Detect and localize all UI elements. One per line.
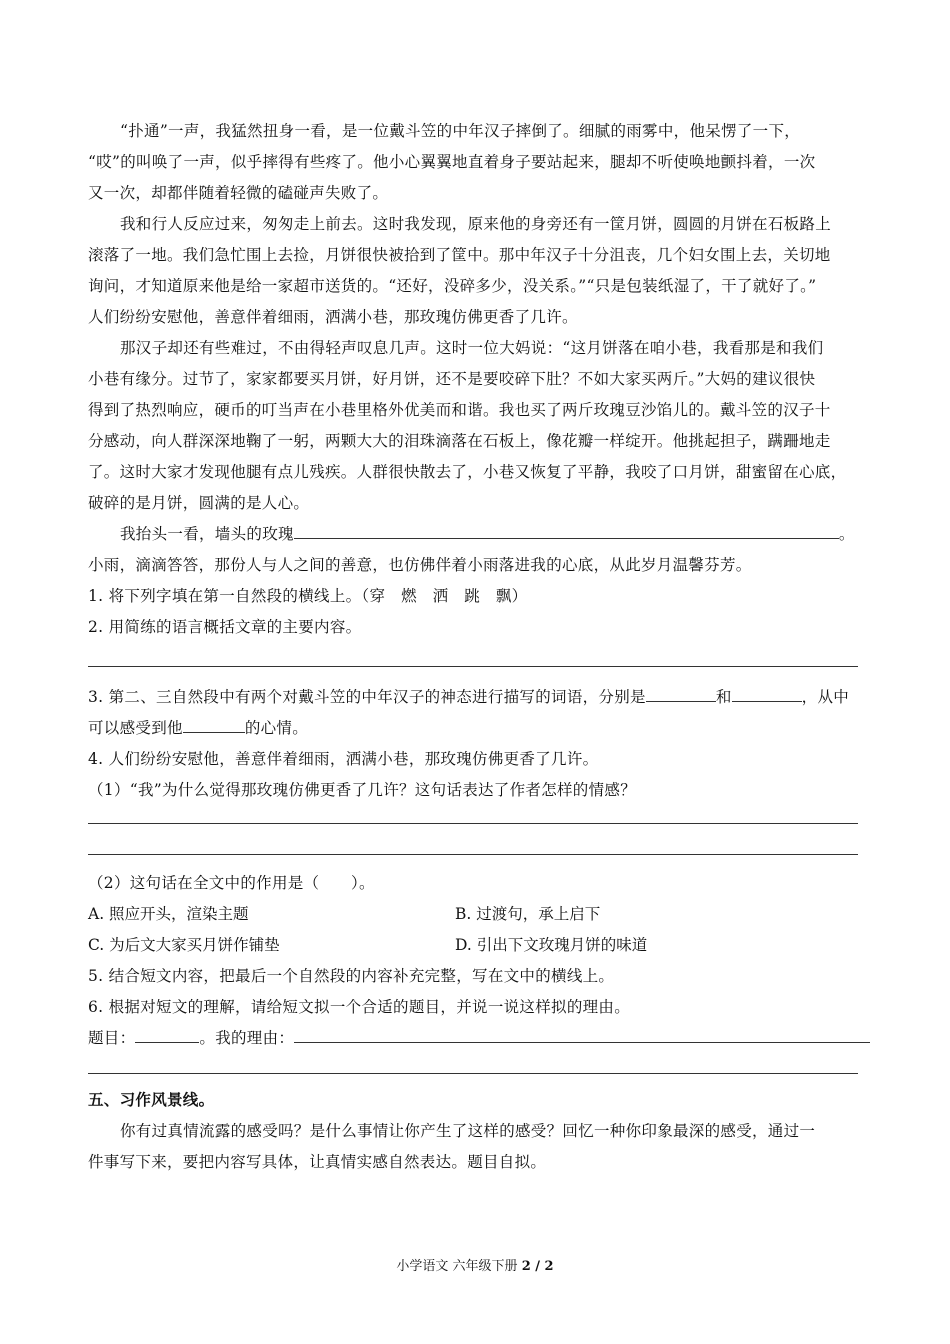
question-4-1: （1）“我”为什么觉得那玫瑰仿佛更香了几许？这句话表达了作者怎样的情感？ xyxy=(88,781,637,799)
page-number: 2 / 2 xyxy=(521,1259,554,1274)
passage-line: “扑通”一声，我猛然扭身一看，是一位戴斗笠的中年汉子摔倒了。细腻的雨雾中，他呆愣了一下， xyxy=(120,122,801,140)
page-footer xyxy=(0,1255,950,1274)
title-label: 题目： xyxy=(88,1029,136,1047)
passage-line: 滚落了一地。我们急忙围上去捡，月饼很快被拾到了筐中。那中年汉子十分沮丧，几个妇女围上去，关切地 xyxy=(88,246,831,264)
passage-line: 破碎的是月饼，圆满的是人心。 xyxy=(88,494,310,512)
option-a[interactable]: A. 照应开头，渲染主题 xyxy=(88,905,249,923)
rose-fill-blank[interactable] xyxy=(294,523,839,539)
reason-blank[interactable] xyxy=(294,1027,870,1043)
question-3-tail: ，从中 xyxy=(801,688,850,706)
reason-label: 。我的理由： xyxy=(199,1029,295,1047)
option-d[interactable]: D. 引出下文玫瑰月饼的味道 xyxy=(455,936,648,954)
option-b[interactable]: B. 过渡句，承上启下 xyxy=(455,905,601,923)
footer-label: 小学语文 六年级下册 xyxy=(396,1259,518,1274)
question-6-answer xyxy=(88,1027,868,1049)
question-2: 2. 用简练的语言概括文章的主要内容。 xyxy=(88,618,362,636)
passage-fill-line xyxy=(120,523,868,545)
passage-fill-suffix: 。 xyxy=(838,525,855,543)
question-4: 4. 人们纷纷安慰他，善意伴着细雨，洒满小巷，那玫瑰仿佛更香了几许。 xyxy=(88,750,599,768)
question-5: 5. 结合短文内容，把最后一个自然段的内容补充完整，写在文中的横线上。 xyxy=(88,967,615,985)
passage-fill-prefix: 我抬头一看，墙头的玫瑰 xyxy=(120,525,294,543)
section-5-heading: 五、习作风景线。 xyxy=(88,1090,215,1109)
passage-line: 小巷有缘分。过节了，家家都要买月饼，好月饼，还不是要咬碎下肚？不如大家买两斤。”大妈的建议很快 xyxy=(88,370,816,388)
answer-line-q2[interactable] xyxy=(88,666,858,667)
q3-blank-1[interactable] xyxy=(646,686,716,702)
passage-line: 我和行人反应过来，匆匆走上前去。这时我发现，原来他的身旁还有一筐月饼，圆圆的月饼在石板路上 xyxy=(120,215,832,233)
question-3-line2 xyxy=(88,717,868,739)
q3-blank-3[interactable] xyxy=(183,717,245,733)
passage-line: 又一次，却都伴随着轻微的磕碰声失败了。 xyxy=(88,184,389,202)
question-4-2: （2）这句话在全文中的作用是（ ）。 xyxy=(88,874,375,892)
title-blank[interactable] xyxy=(135,1027,199,1043)
passage-line: 了。这时大家才发现他腿有点儿残疾。人群很快散去了，小巷又恢复了平静，我咬了口月饼，甜蜜留在心底， xyxy=(88,463,847,481)
q3-blank-2[interactable] xyxy=(732,686,802,702)
question-3 xyxy=(88,686,868,708)
passage-line: 询问，才知道原来他是给一家超市送货的。“还好，没碎多少，没关系。”“只是包装纸湿了，干了就好了。” xyxy=(88,277,817,295)
answer-line-q4-1[interactable] xyxy=(88,854,858,855)
section-5-text: 你有过真情流露的感受吗？是什么事情让你产生了这样的感受？回忆一种你印象最深的感受，通过一 xyxy=(120,1122,816,1140)
passage-line: 小雨，滴滴答答，那份人与人之间的善意，也仿佛伴着小雨落进我的心底，从此岁月温馨芬芳。 xyxy=(88,556,752,574)
option-c[interactable]: C. 为后文大家买月饼作铺垫 xyxy=(88,936,280,954)
passage-line: “哎”的叫唤了一声，似乎摔得有些疼了。他小心翼翼地直着身子要站起来，腿却不听使唤地颤抖着，一次 xyxy=(88,153,816,171)
question-3-feel: 可以感受到他 xyxy=(88,719,183,737)
answer-line-q6[interactable] xyxy=(88,1073,858,1074)
answer-line-q4-1[interactable] xyxy=(88,823,858,824)
passage-line: 得到了热烈响应，硬币的叮当声在小巷里格外优美而和谐。我也买了两斤玫瑰豆沙馅儿的。戴斗笠的汉子十 xyxy=(88,401,831,419)
question-6: 6. 根据对短文的理解，请给短文拟一个合适的题目，并说一说这样拟的理由。 xyxy=(88,998,631,1016)
passage-line: 分感动，向人群深深地鞠了一躬，两颗大大的泪珠滴落在石板上，像花瓣一样绽开。他挑起担子，蹒跚地走 xyxy=(88,432,831,450)
passage-line: 人们纷纷安慰他，善意伴着细雨，洒满小巷，那玫瑰仿佛更香了几许。 xyxy=(88,308,578,326)
question-3-and: 和 xyxy=(715,688,732,706)
passage-line: 那汉子却还有些难过，不由得轻声叹息几声。这时一位大妈说：“这月饼落在咱小巷，我看那是和我们 xyxy=(120,339,824,357)
question-3-end: 的心情。 xyxy=(244,719,309,737)
question-1: 1. 将下列字填在第一自然段的横线上。（穿 燃 洒 跳 飘） xyxy=(88,587,528,605)
section-5-text: 件事写下来，要把内容写具体，让真情实感自然表达。题目自拟。 xyxy=(88,1153,547,1171)
question-3-text: 3. 第二、三自然段中有两个对戴斗笠的中年汉子的神态进行描写的词语，分别是 xyxy=(88,688,646,706)
